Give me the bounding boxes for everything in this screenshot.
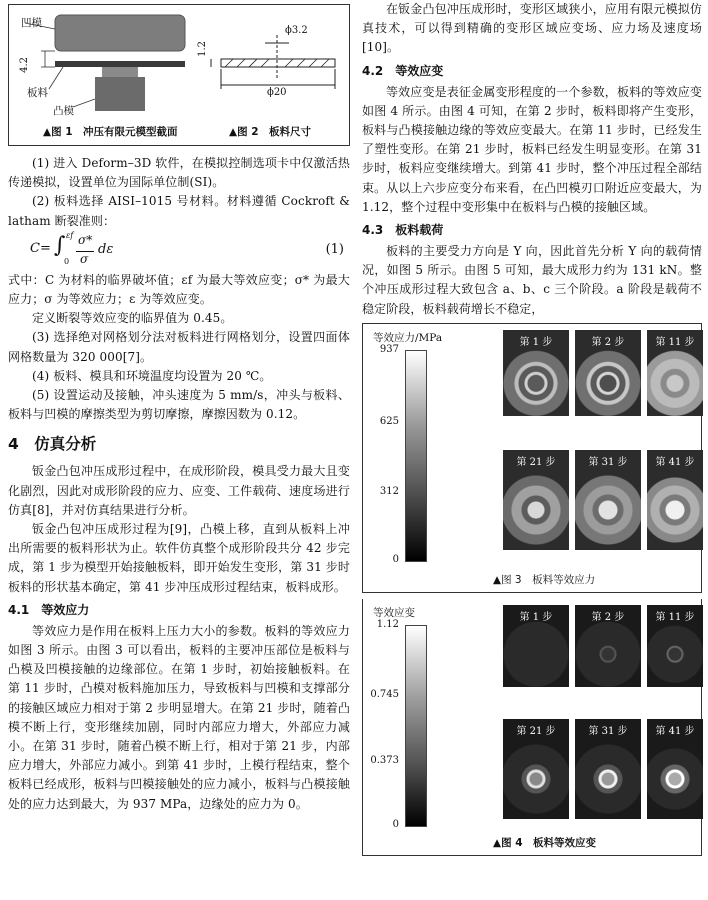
fig4-panel-step-11 xyxy=(647,605,703,687)
fig4-panel-step-31 xyxy=(575,719,641,819)
fig3-caption: ▲图 3 板料等效应力 xyxy=(493,573,596,586)
paragraph: 钣金凸包冲压成形过程中，在成形阶段，模具受力最大且变化剧烈，因此对成形阶段的应力、应变、工件载荷、速度场进行仿真[8]，并对仿真结果进行分析。 xyxy=(8,464,350,517)
fig3-tick: 0 xyxy=(392,553,399,565)
fig4-panel-step-1 xyxy=(503,605,569,687)
paragraph: 板料的主要受力方向是 Y 向，因此首先分析 Y 向的载荷情况，如图 5 所示。由图 5 可知，最大成形力约为 131 kN。整个冲压成形过程大致包含 a、b、c 三个阶段。a 阶段是载荷不稳定阶段，板料载荷增长不稳定， xyxy=(362,244,702,316)
subsection-heading: 4.2 等效应变 xyxy=(362,63,444,78)
fig3-step-label: 第 1 步 xyxy=(519,336,553,348)
right-column xyxy=(362,0,702,856)
fig4-step-label: 第 31 步 xyxy=(588,725,628,737)
paragraph: (3) 选择绝对网格划分法对板料进行网格划分，设置四面体网格数量为 320 000[7]。 xyxy=(8,330,350,364)
figure-4 xyxy=(362,599,702,856)
left-column xyxy=(8,0,350,814)
fig1-caption: ▲图 1 冲压有限元模型截面 xyxy=(43,126,178,138)
fig3-panel-step-21 xyxy=(503,450,569,550)
fig3-panel-step-41 xyxy=(647,450,703,550)
fig3-panel-step-2 xyxy=(575,330,641,416)
paragraph: 钣金凸包冲压成形过程为[9]，凸模上移，直到从板料上冲出所需要的板料形状为止。软件仿真整个成形阶段共分 42 步完成，第 1 步为模型开始接触板料，即开始发生变形，第 31 步时板料的形状基本确定，第 41 步冲压成形过程结束，板料成形。 xyxy=(8,522,350,594)
eq-tail: dε xyxy=(98,241,114,257)
fig4-colorbar xyxy=(405,625,427,827)
figure-1-2 xyxy=(8,4,350,146)
paragraph: 等效应变是表征金属变形程度的一个参数，板料的等效应变如图 4 所示。由图 4 可知，在第 2 步时，板料即将产生变形，板料与凸模接触边缘的等效应变最大。在第 11 步时，已经发生了塑性变形。在第 21 步时，板料已经发生明显变形。在第 31 步时，板料应变继续增大。到第 41 步时，整个冲压过程全部结束。从以上六步应变分布来看，在凸凹模刃口附近应变最大，为 1.12，整个过程中变形集中在板料与凸模的接触区域。 xyxy=(362,84,702,214)
fig4-tick: 1.12 xyxy=(376,618,399,630)
fig1-label-dim: 4.2 xyxy=(19,57,30,73)
fig3-step-label: 第 41 步 xyxy=(655,456,695,468)
paragraph: (1) 进入 Deform–3D 软件，在模拟控制选项卡中仅激活热传递模拟，设置单位为国际单位制(SI)。 xyxy=(8,156,350,190)
fig3-step-label: 第 11 步 xyxy=(655,336,695,348)
eq-number: (1) xyxy=(325,241,344,257)
fig4-panel-step-2 xyxy=(575,605,641,687)
fig2-label-t12: 1.2 xyxy=(197,41,208,57)
eq-denominator: σ xyxy=(80,251,89,266)
fig1-label-tu-mo: 凸模 xyxy=(53,105,74,117)
fig4-legend-title: 等效应变 xyxy=(373,606,415,619)
paragraph: (2) 板料选择 AISI–1015 号材料。材料遵循 Cockroft & latham 断裂准则： xyxy=(8,194,350,228)
paragraph: 定义断裂等效应变的临界值为 0.45。 xyxy=(32,311,233,326)
fig3-step-label: 第 2 步 xyxy=(591,336,625,348)
fig3-step-label: 第 31 步 xyxy=(588,456,628,468)
fig4-panel-step-41 xyxy=(647,719,703,819)
eq-lower-limit: 0 xyxy=(64,256,70,266)
fig4-step-label: 第 1 步 xyxy=(519,611,553,623)
fig4-step-label: 第 11 步 xyxy=(655,611,695,623)
fig2-label-d20: ϕ20 xyxy=(267,87,287,98)
fig4-step-label: 第 21 步 xyxy=(516,725,556,737)
fig3-panel-step-1 xyxy=(503,330,569,416)
fig3-panel-step-11 xyxy=(647,330,703,416)
fig4-panel-step-21 xyxy=(503,719,569,819)
paragraph: 等效应力是作用在板料上压力大小的参数。板料的等效应力如图 3 所示。由图 3 可以看出，板料的主要冲压部位是板料与凸模及凹模接触的边缘部位。在第 1 步时，初始接触板料。在第 11 步时，凸模对板料施加压力，导致板料与凹模和支撑部分的接触区域应力相对于第 2 步明显增大。在第 21 步时，随着凸模不断上行，变形继续加剧，同时内部应力增大，外部应力减小。在第 31 步时，随着凸模不断上行，相对于第 21 步，内部应力增大，外部应力减小。到第 41 步时，上模行程结束，整个板料已经成形，板料与凹模接触处的应力减小，板料与凸模接触处的应力达到最大，为 937 MPa，边缘处的应力为 0。 xyxy=(8,623,350,811)
fig4-step-label: 第 41 步 xyxy=(655,725,695,737)
fig3-tick: 625 xyxy=(379,415,399,427)
fig3-tick: 937 xyxy=(379,343,399,355)
eq-integral: ∫ xyxy=(54,232,66,258)
eq-numerator: σ* xyxy=(78,232,93,247)
fig4-step-label: 第 2 步 xyxy=(591,611,625,623)
paragraph: 在钣金凸包冲压成形时，变形区域狭小，应用有限元模拟仿真技术，可以得到精确的变形区域应变场、应力场及速度场[10]。 xyxy=(362,2,702,55)
fig4-tick: 0.745 xyxy=(370,688,399,700)
eq-upper-limit: εf xyxy=(66,230,74,240)
figure-3 xyxy=(362,323,702,593)
paragraph: (4) 板料、模具和环境温度均设置为 20 ℃。 xyxy=(32,368,272,383)
fig4-tick: 0.373 xyxy=(370,754,399,766)
fig4-tick: 0 xyxy=(392,818,399,830)
equation-1 xyxy=(8,231,350,271)
fig3-panel-step-31 xyxy=(575,450,641,550)
fig3-colorbar xyxy=(405,350,427,562)
paragraph: 式中：C 为材料的临界破坏值；εf 为最大等效应变；σ* 为最大应力；σ 为等效应力；ε 为等效应变。 xyxy=(8,272,350,307)
fig2-caption: ▲图 2 板料尺寸 xyxy=(229,126,312,138)
subsection-heading: 4.3 板料载荷 xyxy=(362,223,444,238)
fig1-drawing xyxy=(15,9,195,125)
fig2-drawing xyxy=(197,25,347,115)
fig3-legend-title: 等效应力/MPa xyxy=(373,331,443,344)
subsection-heading: 4.1 等效应力 xyxy=(8,602,90,617)
paragraph: (5) 设置运动及接触，冲头速度为 5 mm/s，冲头与板料、板料与凹模的摩擦类型为剪切摩擦，摩擦因数为 0.12。 xyxy=(8,388,350,422)
fig4-caption: ▲图 4 板料等效应变 xyxy=(493,836,597,849)
fig1-label-ao-mo: 凹模 xyxy=(21,17,42,29)
fig3-step-label: 第 21 步 xyxy=(516,456,556,468)
eq-lhs: C= xyxy=(30,240,51,256)
fig1-label-ban-liao: 板料 xyxy=(27,87,48,99)
fig3-tick: 312 xyxy=(379,485,399,497)
section-heading: 4 仿真分析 xyxy=(8,435,97,454)
fig2-label-d32: ϕ3.2 xyxy=(285,25,308,36)
